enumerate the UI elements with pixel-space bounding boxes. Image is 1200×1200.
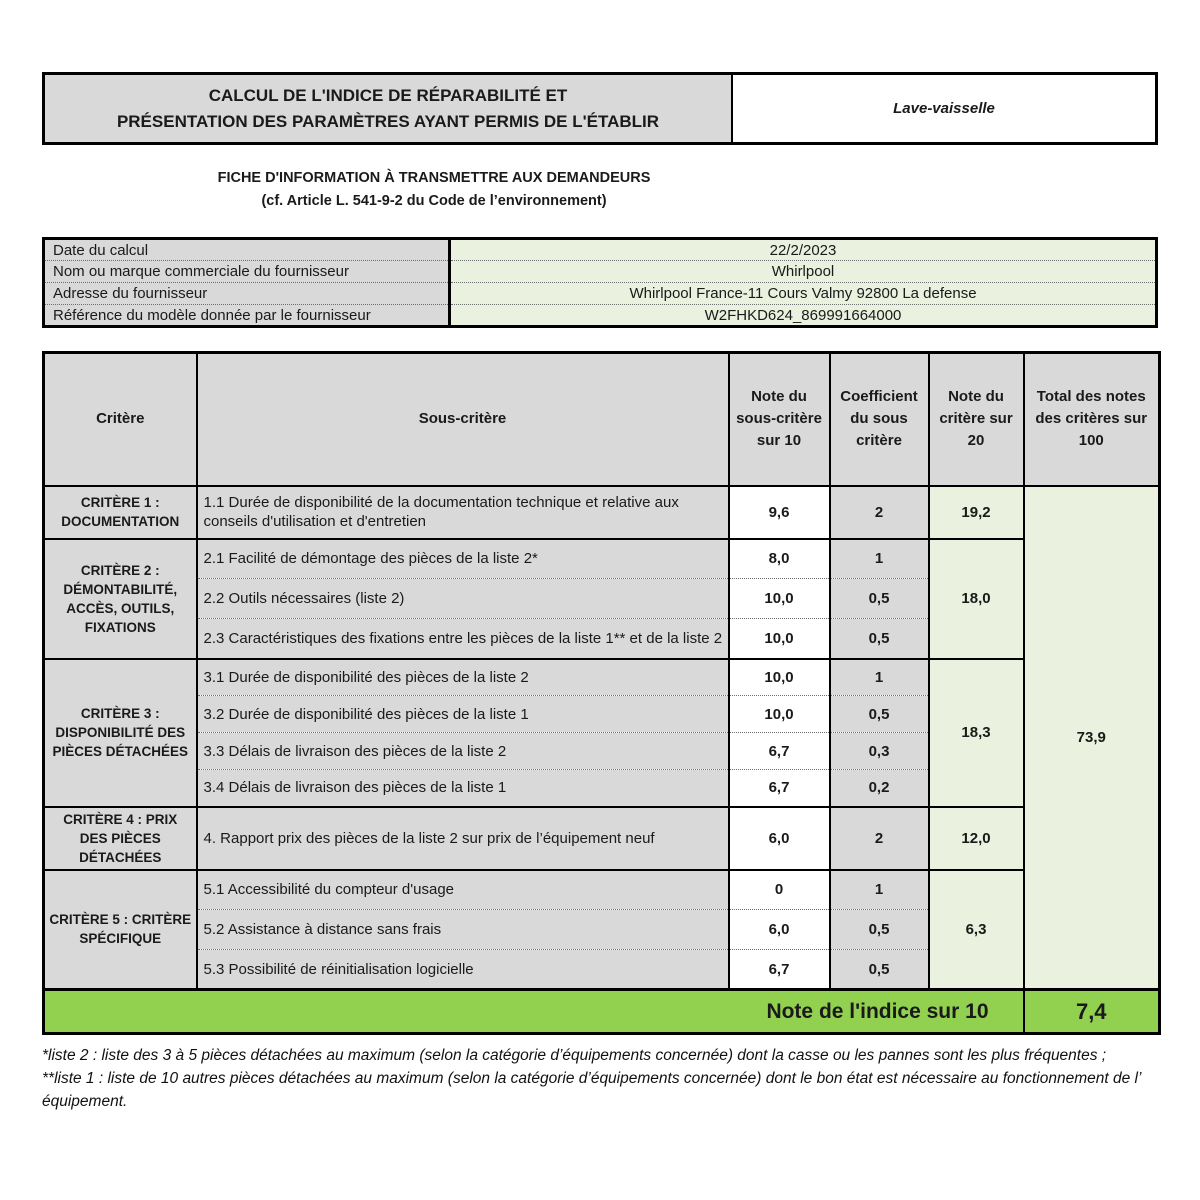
index-value: 7,4	[1024, 990, 1160, 1034]
subcriterion-3-2-coeff: 0,5	[830, 696, 929, 733]
subcriterion-3-4-note10: 6,7	[729, 770, 830, 807]
criteria-table	[42, 351, 1161, 1035]
subcriterion-3-2-label: 3.2 Durée de disponibilité des pièces de la liste 1	[197, 696, 729, 733]
header-box	[42, 72, 1158, 145]
footnote-liste-1: **liste 1 : liste de 10 autres pièces détachées au maximum (selon la catégorie d’équipements concernée) dont le bon état est nécessaire au fonctionnement de l’ équipement.	[42, 1070, 1141, 1110]
subcriterion-3-4-label: 3.4 Délais de livraison des pièces de la liste 1	[197, 770, 729, 807]
subcriterion-4-note10: 6,0	[729, 807, 830, 870]
subcriterion-1-1-note10: 9,6	[729, 486, 830, 539]
col-header-sous-critere: Sous-critère	[197, 353, 729, 486]
info-value-model: W2FHKD624_869991664000	[450, 305, 1157, 327]
table-row	[44, 486, 1160, 539]
subcriterion-5-2-coeff: 0,5	[830, 910, 929, 950]
subcriterion-1-1-coeff: 2	[830, 486, 929, 539]
info-value-address: Whirlpool France-11 Cours Valmy 92800 La defense	[450, 283, 1157, 305]
page-title	[45, 75, 733, 142]
criterion-1-note20: 19,2	[929, 486, 1024, 539]
col-header-note-10: Note du sous-critère sur 10	[729, 353, 830, 486]
subtitle	[42, 167, 826, 213]
subcriterion-5-1-label: 5.1 Accessibilité du compteur d'usage	[197, 870, 729, 910]
page-title-line1: CALCUL DE L'INDICE DE RÉPARABILITÉ ET	[208, 85, 568, 105]
subcriterion-3-3-coeff: 0,3	[830, 733, 929, 770]
criterion-2-name: CRITÈRE 2 : DÉMONTABILITÉ, ACCÈS, OUTILS, FIXATIONS	[44, 539, 197, 659]
criterion-1-name: CRITÈRE 1 : DOCUMENTATION	[44, 486, 197, 539]
subcriterion-3-4-coeff: 0,2	[830, 770, 929, 807]
subcriterion-5-2-note10: 6,0	[729, 910, 830, 950]
supplier-info-table	[42, 237, 1158, 328]
subcriterion-2-3-coeff: 0,5	[830, 619, 929, 659]
footnotes	[42, 1044, 1158, 1113]
subcriterion-2-3-note10: 10,0	[729, 619, 830, 659]
info-label-brand: Nom ou marque commerciale du fournisseur	[44, 261, 450, 283]
criterion-3-note20: 18,3	[929, 659, 1024, 807]
subcriterion-2-1-note10: 8,0	[729, 539, 830, 579]
info-row-address	[44, 283, 1157, 305]
criterion-3-name: CRITÈRE 3 : DISPONIBILITÉ DES PIÈCES DÉTACHÉES	[44, 659, 197, 807]
subcriterion-3-1-label: 3.1 Durée de disponibilité des pièces de la liste 2	[197, 659, 729, 696]
subcriterion-3-3-note10: 6,7	[729, 733, 830, 770]
page-title-line2: PRÉSENTATION DES PARAMÈTRES AYANT PERMIS DE L'ÉTABLIR	[116, 111, 660, 131]
criterion-4-name: CRITÈRE 4 : PRIX DES PIÈCES DÉTACHÉES	[44, 807, 197, 870]
info-value-brand: Whirlpool	[450, 261, 1157, 283]
subcriterion-2-1-label: 2.1 Facilité de démontage des pièces de la liste 2*	[197, 539, 729, 579]
subcriterion-2-3-label: 2.3 Caractéristiques des fixations entre les pièces de la liste 1** et de la liste 2	[197, 619, 729, 659]
subcriterion-3-1-note10: 10,0	[729, 659, 830, 696]
info-row-model	[44, 305, 1157, 327]
subcriterion-5-3-note10: 6,7	[729, 950, 830, 990]
subcriterion-4-coeff: 2	[830, 807, 929, 870]
criteria-table-header-row	[44, 353, 1160, 486]
info-label-model: Référence du modèle donnée par le fournisseur	[44, 305, 450, 327]
info-row-brand	[44, 261, 1157, 283]
table-row	[44, 659, 1160, 696]
index-summary-row	[44, 990, 1160, 1034]
criterion-5-note20: 6,3	[929, 870, 1024, 990]
footnote-liste-2: *liste 2 : liste des 3 à 5 pièces détachées au maximum (selon la catégorie d’équipements concernée) dont la casse ou les pannes sont les plus fréquentes ;	[42, 1047, 1107, 1064]
subcriterion-5-3-label: 5.3 Possibilité de réinitialisation logicielle	[197, 950, 729, 990]
table-row	[44, 870, 1160, 910]
criterion-5-name: CRITÈRE 5 : CRITÈRE SPÉCIFIQUE	[44, 870, 197, 990]
criterion-4-note20: 12,0	[929, 807, 1024, 870]
subcriterion-3-3-label: 3.3 Délais de livraison des pièces de la liste 2	[197, 733, 729, 770]
subcriterion-5-2-label: 5.2 Assistance à distance sans frais	[197, 910, 729, 950]
subcriterion-2-2-coeff: 0,5	[830, 579, 929, 619]
subcriterion-4-label: 4. Rapport prix des pièces de la liste 2 sur prix de l’équipement neuf	[197, 807, 729, 870]
subcriterion-5-1-coeff: 1	[830, 870, 929, 910]
subcriterion-5-3-coeff: 0,5	[830, 950, 929, 990]
table-row	[44, 539, 1160, 579]
col-header-total-100: Total des notes des critères sur 100	[1024, 353, 1160, 486]
index-label: Note de l'indice sur 10	[44, 990, 1024, 1034]
product-type-cell: Lave-vaisselle	[733, 75, 1155, 142]
col-header-coefficient: Coefficient du sous critère	[830, 353, 929, 486]
subcriterion-2-2-note10: 10,0	[729, 579, 830, 619]
total-notes-100: 73,9	[1024, 486, 1160, 990]
subcriterion-2-2-label: 2.2 Outils nécessaires (liste 2)	[197, 579, 729, 619]
subtitle-line1: FICHE D'INFORMATION À TRANSMETTRE AUX DEMANDEURS	[217, 170, 651, 186]
subcriterion-2-1-coeff: 1	[830, 539, 929, 579]
info-label-date: Date du calcul	[44, 239, 450, 261]
subtitle-line2: (cf. Article L. 541-9-2 du Code de l’environnement)	[261, 193, 607, 209]
page	[42, 72, 1158, 1113]
criterion-2-note20: 18,0	[929, 539, 1024, 659]
subcriterion-3-1-coeff: 1	[830, 659, 929, 696]
subcriterion-5-1-note10: 0	[729, 870, 830, 910]
info-value-date: 22/2/2023	[450, 239, 1157, 261]
subcriterion-3-2-note10: 10,0	[729, 696, 830, 733]
info-label-address: Adresse du fournisseur	[44, 283, 450, 305]
subcriterion-1-1-label: 1.1 Durée de disponibilité de la documentation technique et relative aux conseils d'utilisation et d'entretien	[197, 486, 729, 539]
col-header-critere: Critère	[44, 353, 197, 486]
info-row-date	[44, 239, 1157, 261]
col-header-note-20: Note du critère sur 20	[929, 353, 1024, 486]
table-row	[44, 807, 1160, 870]
